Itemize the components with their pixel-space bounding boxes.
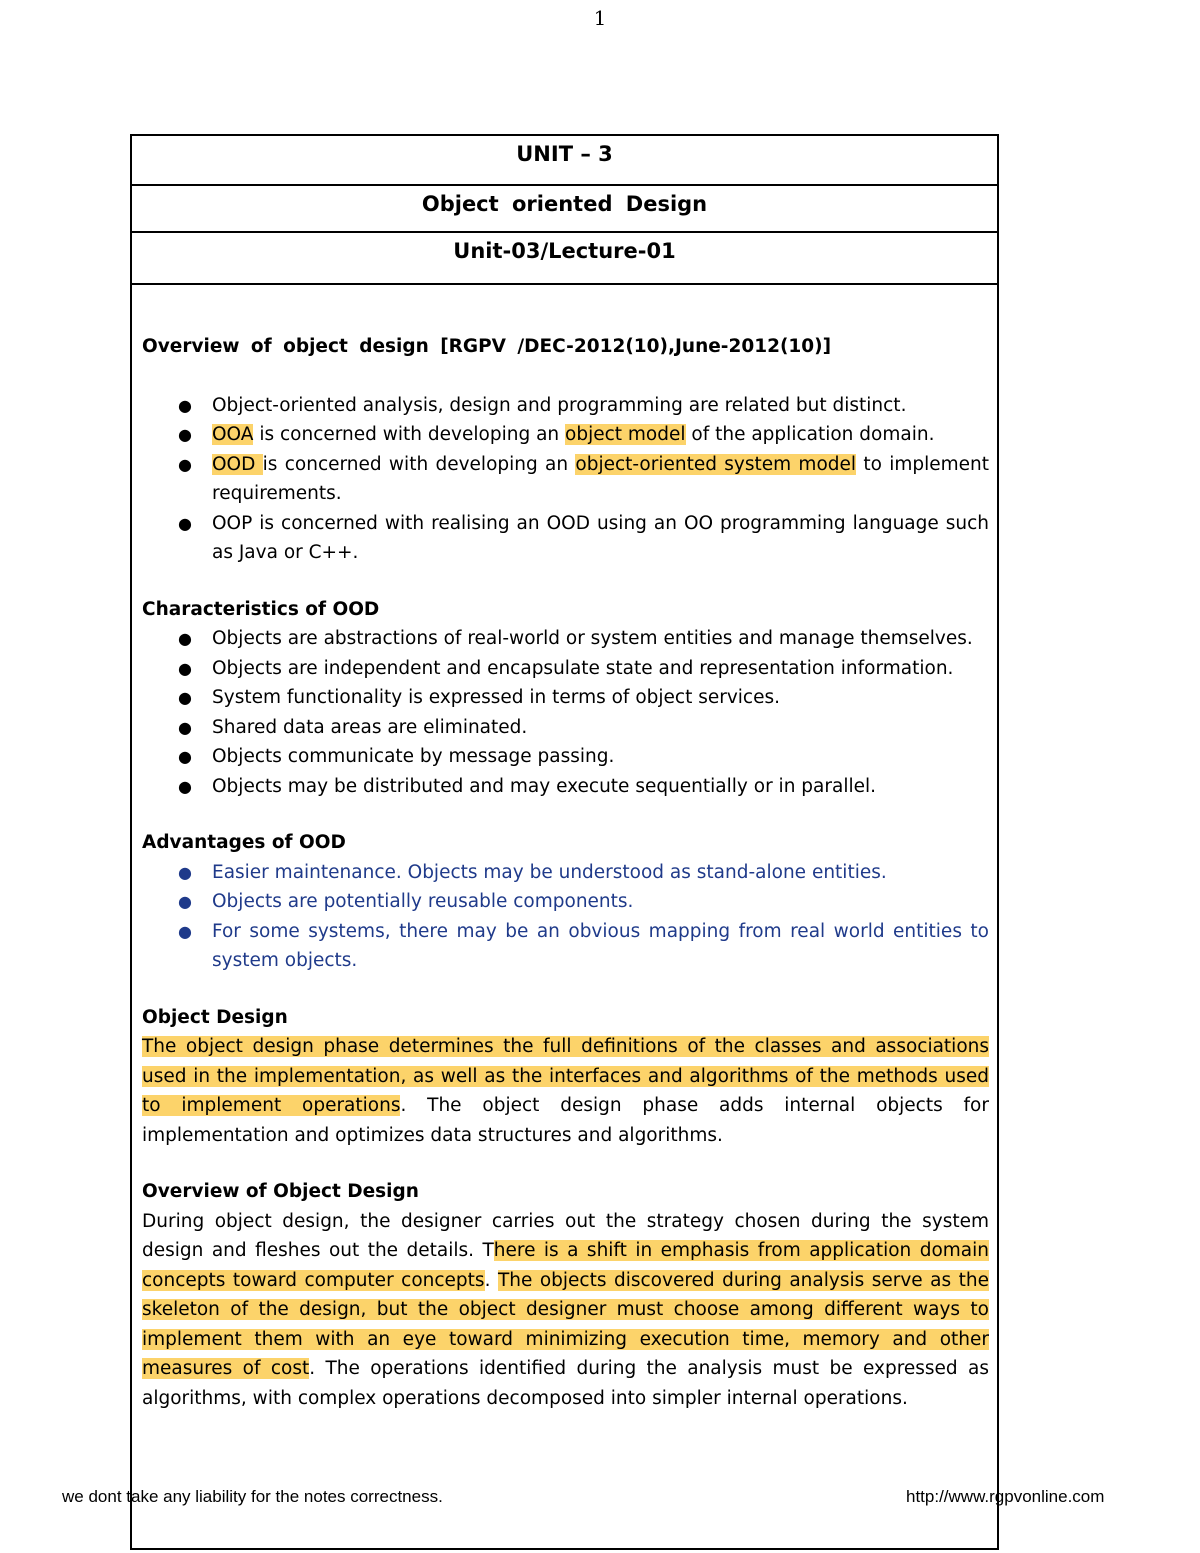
section-heading-object-design: Object Design [142, 1006, 288, 1028]
list-item: ● OOD is concerned with developing an object-oriented system model to implement requirements. [178, 453, 990, 504]
lecture-title: Unit-03/Lecture-01 [132, 233, 997, 285]
section-heading-advantages: Advantages of OOD [142, 832, 346, 853]
list-item: ● OOP is concerned with realising an OOD using an OO programming language such as Java or C++. [178, 512, 989, 563]
highlighted-text: OOA [212, 424, 254, 445]
document-title: Object oriented Design [132, 186, 997, 233]
page-number: 1 [593, 6, 607, 30]
section-heading-overview: Overview of object design [RGPV /DEC-2012(10),June-2012(10)] [142, 336, 832, 357]
object-design-paragraph: The object design phase determines the full definitions of the classes and associations used in the implementation, as well as the interfaces and algorithms of the methods used to implement operations. The object design phase adds internal objects for implementation and optimizes data structures and algorithms. [142, 1036, 989, 1146]
highlighted-text: object-oriented system model [575, 453, 857, 475]
section-heading-characteristics: Characteristics of OOD [142, 598, 380, 620]
list-item: ● Objects may be distributed and may execute sequentially or in parallel. [178, 775, 877, 797]
list-item: ● OOA is concerned with developing an object model of the application domain. [178, 424, 935, 445]
document-body [142, 332, 989, 1413]
unit-title: UNIT – 3 [132, 136, 997, 186]
list-item: ● Objects are abstractions of real-world or system entities and manage themselves. [178, 628, 973, 649]
list-item: ● System functionality is expressed in terms of object services. [178, 687, 780, 708]
highlighted-text: here is a shift in emphasis from application domain concepts toward computer concepts [142, 1240, 990, 1291]
highlighted-text: The objects discovered during analysis serve as the skeleton of the design, but the object designer must choose among different ways to implement them with an eye toward minimizing execution time, memory and other measures of cost [142, 1269, 990, 1379]
list-item: ● Objects communicate by message passing. [178, 746, 615, 767]
footer-url: http://www.rgpvonline.com [906, 1487, 1105, 1506]
list-item: ● Objects are potentially reusable components. [178, 891, 634, 912]
advantages-list [142, 858, 989, 976]
characteristics-list [142, 624, 989, 801]
list-item: ● Shared data areas are eliminated. [178, 716, 528, 738]
list-item: ● Easier maintenance. Objects may be understood as stand-alone entities. [178, 861, 887, 883]
highlighted-text: object model [565, 424, 686, 445]
list-item: ● Object-oriented analysis, design and programming are related but distinct. [178, 394, 907, 416]
list-item: ● For some systems, there may be an obvious mapping from real world entities to system objects. [178, 920, 989, 971]
section-heading-overview-object-design: Overview of Object Design [142, 1181, 419, 1202]
overview-object-design-paragraph: During object design, the designer carries out the strategy chosen during the system design and fleshes out the details. There is a shift in emphasis from application domain concepts toward computer concepts. The objects discovered during analysis serve as the skeleton of the design, but the object designer must choose among different ways to implement them with an eye toward minimizing execution time, memory and other measures of cost. The operations identified during the analysis must be expressed as algorithms, with complex operations decomposed into simpler internal operations. [142, 1210, 990, 1409]
footer-disclaimer: we dont take any liability for the notes correctness. [62, 1487, 443, 1506]
overview-list [142, 391, 989, 568]
highlighted-text: The object design phase determines the full definitions of the classes and associations used in the implementation, as well as the interfaces and algorithms of the methods used to implement operations [142, 1036, 989, 1116]
highlighted-text: OOD [212, 453, 263, 475]
document-frame [130, 134, 999, 1550]
list-item: ● Objects are independent and encapsulate state and representation information. [178, 657, 954, 679]
